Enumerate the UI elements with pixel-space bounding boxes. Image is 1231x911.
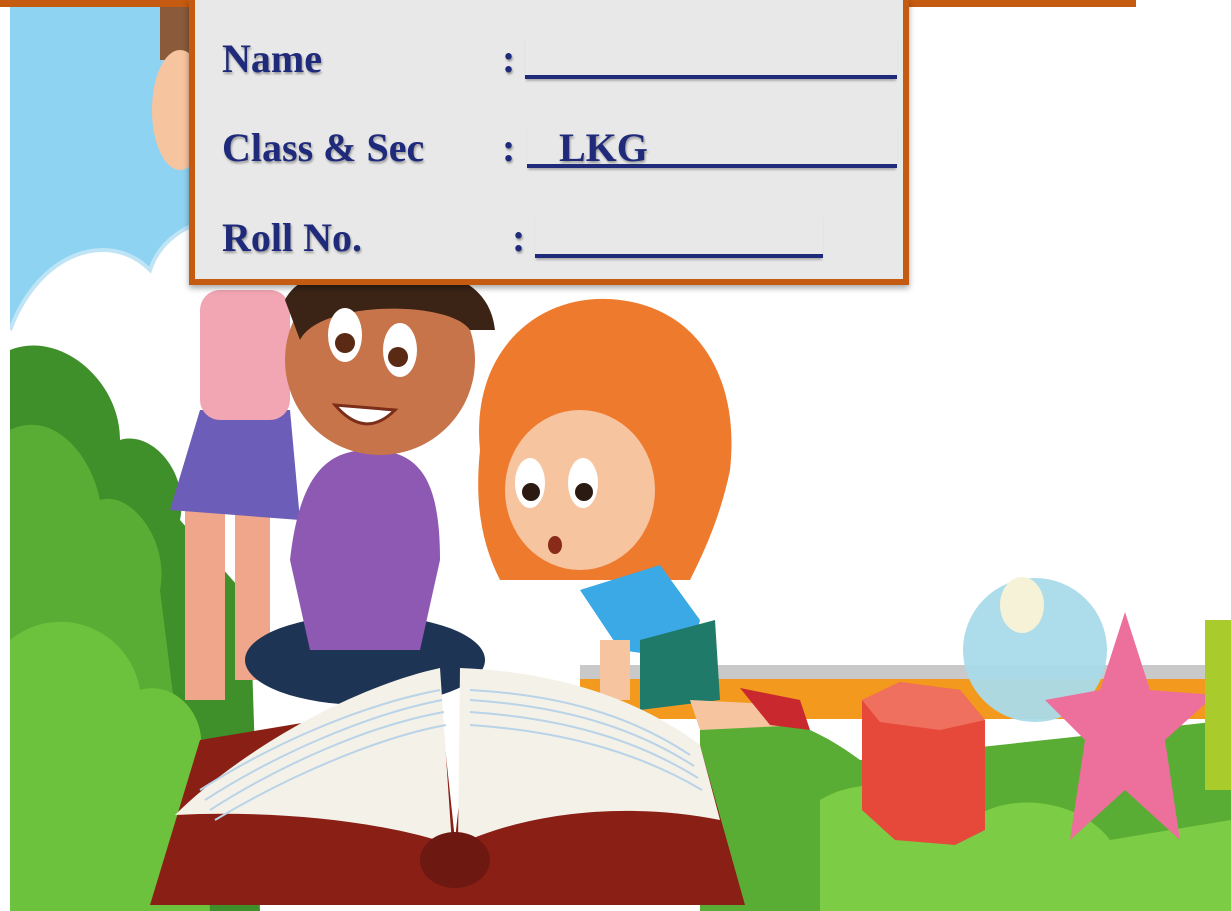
roll-colon: : — [512, 215, 526, 260]
left-strip — [0, 0, 10, 911]
green-block — [1205, 620, 1231, 790]
roll-row — [222, 214, 902, 264]
name-field[interactable] — [525, 35, 897, 79]
girl-back-skirt — [170, 410, 300, 520]
boy-shirt — [290, 450, 440, 650]
girl-pupil-right — [575, 483, 593, 501]
roll-field[interactable] — [535, 214, 823, 258]
name-colon: : — [502, 36, 516, 81]
name-label: Name — [222, 36, 322, 81]
girl-back-shirt — [200, 290, 290, 420]
boy-pupil-right — [388, 347, 408, 367]
boy-pupil-left — [335, 333, 355, 353]
bubble-shine — [1000, 577, 1044, 633]
class-colon: : — [502, 125, 516, 170]
name-row — [222, 35, 902, 85]
student-info-box — [189, 0, 909, 285]
class-row — [222, 124, 902, 174]
roll-label: Roll No. — [222, 215, 362, 260]
girl-mouth — [548, 536, 562, 554]
girl-arm — [600, 640, 630, 700]
girl-pupil-left — [522, 483, 540, 501]
class-label: Class & Sec — [222, 125, 425, 170]
class-field[interactable] — [527, 124, 897, 168]
class-value: LKG — [559, 125, 648, 170]
girl-back-legs — [185, 500, 225, 700]
book-spine — [420, 832, 490, 888]
